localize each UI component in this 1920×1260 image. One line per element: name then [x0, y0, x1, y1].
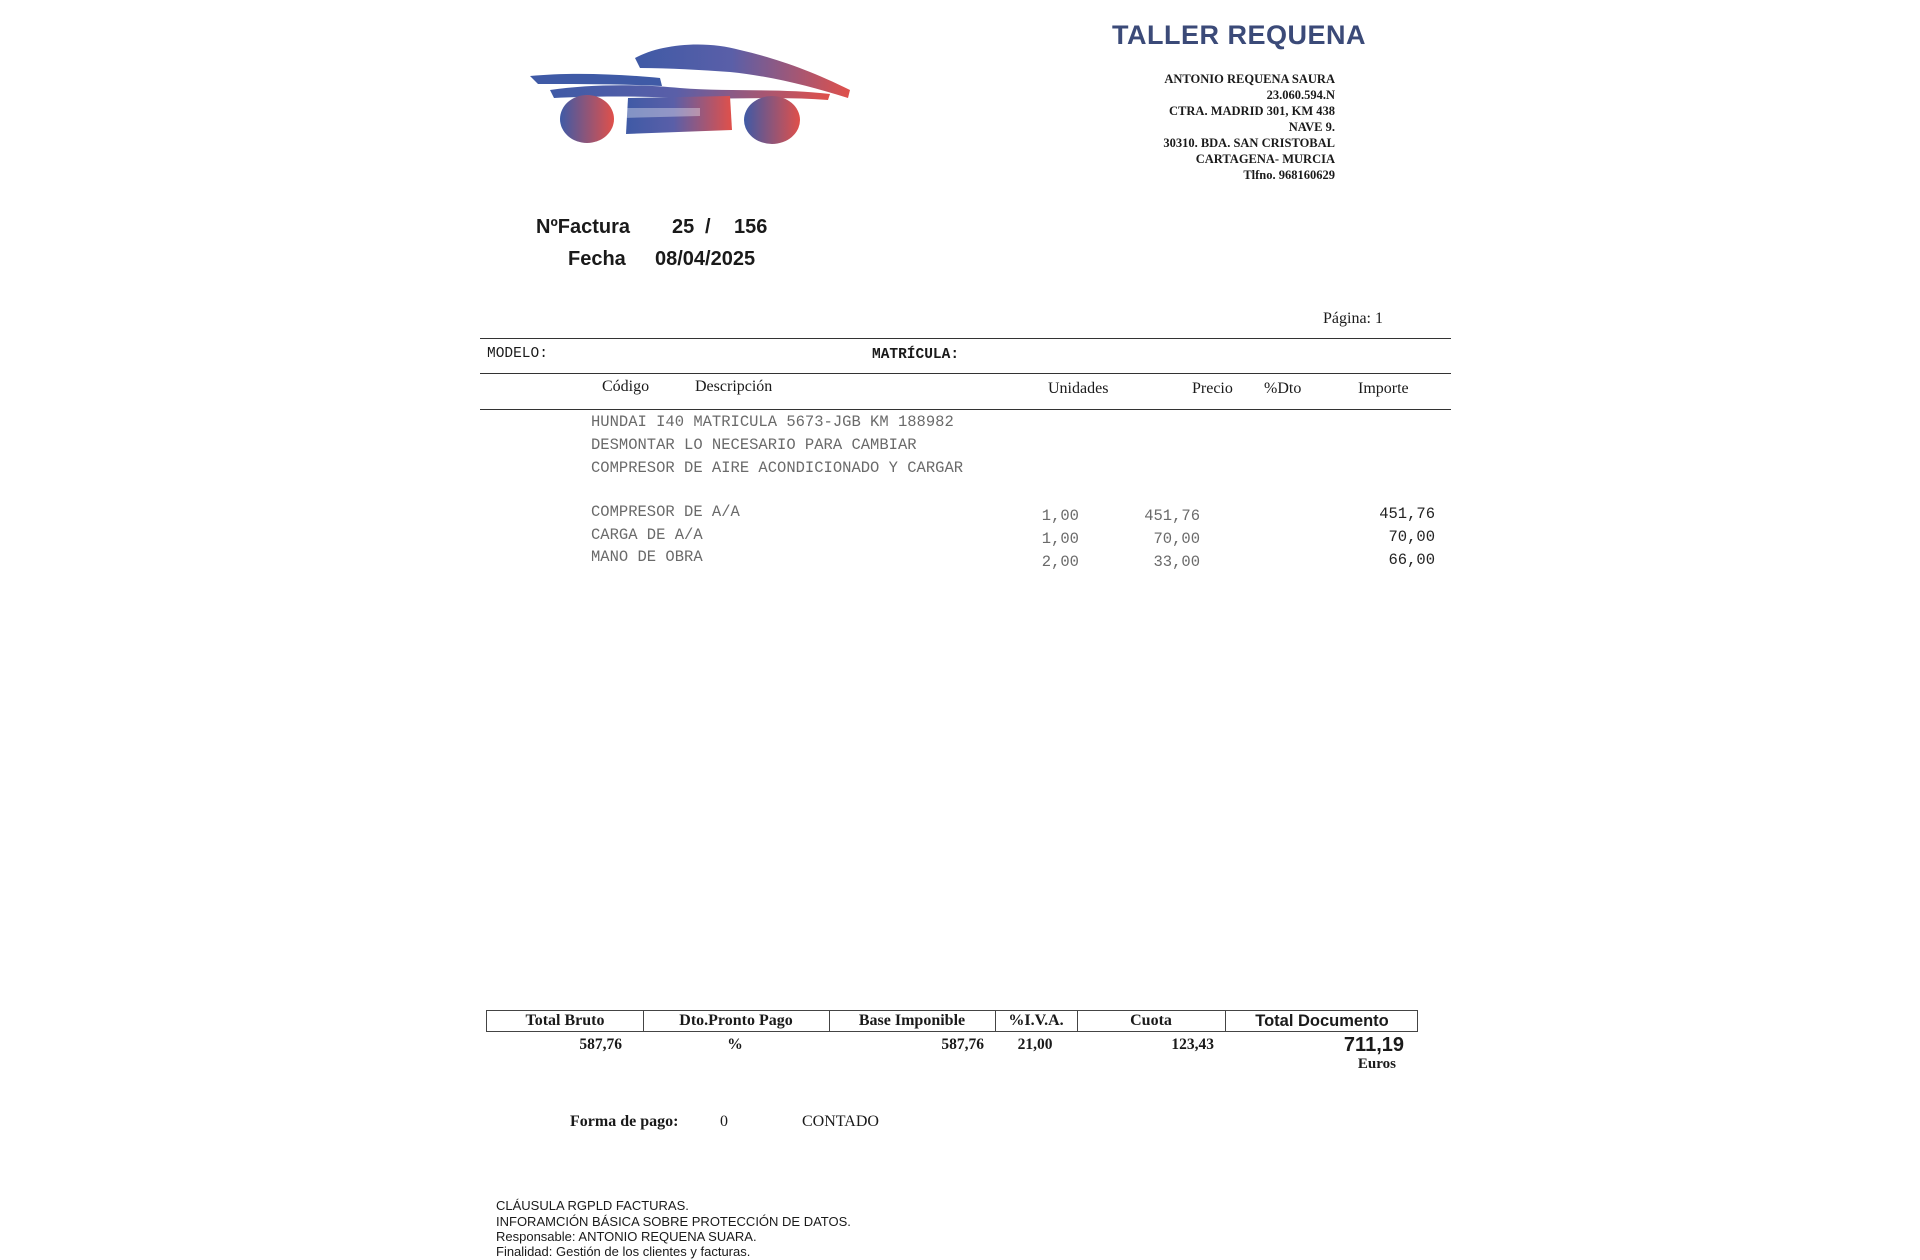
description-line: DESMONTAR LO NECESARIO PARA CAMBIAR: [591, 436, 917, 454]
divider: [480, 373, 1451, 374]
column-header-unidades: Unidades: [1048, 380, 1109, 397]
item-unidades: 1,00: [1041, 530, 1079, 548]
footer-line: INFORAMCIÓN BÁSICA SOBRE PROTECCIÓN DE DATOS.: [496, 1214, 851, 1229]
payment-method: CONTADO: [802, 1113, 879, 1130]
item-importe: 70,00: [1388, 528, 1435, 546]
invoice-number: 156: [734, 216, 768, 238]
item-importe: 451,76: [1379, 505, 1435, 523]
invoice-date-label: Fecha: [568, 248, 626, 270]
column-header-importe: Importe: [1358, 380, 1409, 397]
item-description: COMPRESOR DE A/A: [591, 503, 740, 521]
invoice-separator: /: [705, 216, 711, 238]
page-number: Página: 1: [1323, 310, 1383, 327]
item-precio: 451,76: [1144, 507, 1200, 525]
company-name: TALLER REQUENA: [1112, 20, 1366, 50]
total-documento-header: Total Documento: [1255, 1012, 1389, 1030]
total-documento-value: 711,19: [1343, 1034, 1404, 1056]
footer-line: Finalidad: Gestión de los clientes y facturas.: [496, 1244, 751, 1259]
cuota-value: 123,43: [1171, 1036, 1214, 1053]
invoice-date: 08/04/2025: [655, 248, 756, 270]
total-bruto-value: 587,76: [579, 1036, 622, 1053]
totals-header: [486, 1010, 1418, 1032]
address-line: Tlfno. 968160629: [1243, 168, 1335, 182]
item-precio: 70,00: [1153, 530, 1200, 548]
description-line: HUNDAI I40 MATRICULA 5673-JGB KM 188982: [591, 413, 954, 431]
address-line: ANTONIO REQUENA SAURA: [1164, 72, 1335, 86]
column-header-dto: %Dto: [1264, 380, 1302, 397]
address-line: CTRA. MADRID 301, KM 438: [1169, 104, 1335, 118]
item-unidades: 1,00: [1041, 507, 1079, 525]
address-line: CARTAGENA- MURCIA: [1195, 152, 1335, 166]
payment-label: Forma de pago:: [570, 1113, 679, 1130]
currency-label: Euros: [1357, 1056, 1396, 1072]
total-bruto-header: Total Bruto: [525, 1012, 605, 1029]
column-header-precio: Precio: [1192, 380, 1233, 397]
base-imponible-header: Base Imponible: [858, 1012, 966, 1029]
dto-pronto-pago-value: %: [727, 1036, 743, 1053]
base-imponible-value: 587,76: [941, 1036, 984, 1053]
footer-line: CLÁUSULA RGPLD FACTURAS.: [496, 1198, 689, 1213]
item-importe: 66,00: [1388, 551, 1435, 569]
invoice-series: 25: [672, 216, 695, 238]
cuota-header: Cuota: [1130, 1012, 1172, 1029]
column-header-codigo: Código: [602, 378, 650, 395]
company-logo: [530, 38, 860, 158]
description-line: COMPRESOR DE AIRE ACONDICIONADO Y CARGAR: [591, 459, 964, 477]
modelo-label: MODELO:: [487, 346, 548, 362]
matricula-label: MATRÍCULA:: [872, 347, 960, 363]
column-header-descripcion: Descripción: [695, 378, 773, 395]
divider: [480, 338, 1451, 339]
address-line: 30310. BDA. SAN CRISTOBAL: [1163, 136, 1335, 150]
payment-code: 0: [720, 1113, 728, 1130]
item-description: CARGA DE A/A: [591, 526, 703, 544]
dto-pronto-pago-header: Dto.Pronto Pago: [679, 1012, 793, 1029]
item-precio: 33,00: [1153, 553, 1200, 571]
footer-line: Responsable: ANTONIO REQUENA SUARA.: [496, 1229, 757, 1244]
invoice-number-label: NºFactura: [536, 216, 630, 238]
item-unidades: 2,00: [1041, 553, 1079, 571]
iva-header: %I.V.A.: [1008, 1012, 1064, 1029]
address-line: 23.060.594.N: [1266, 88, 1335, 102]
divider: [480, 409, 1451, 410]
address-line: NAVE 9.: [1288, 120, 1335, 134]
iva-value: 21,00: [1017, 1036, 1053, 1053]
item-description: MANO DE OBRA: [591, 548, 703, 566]
